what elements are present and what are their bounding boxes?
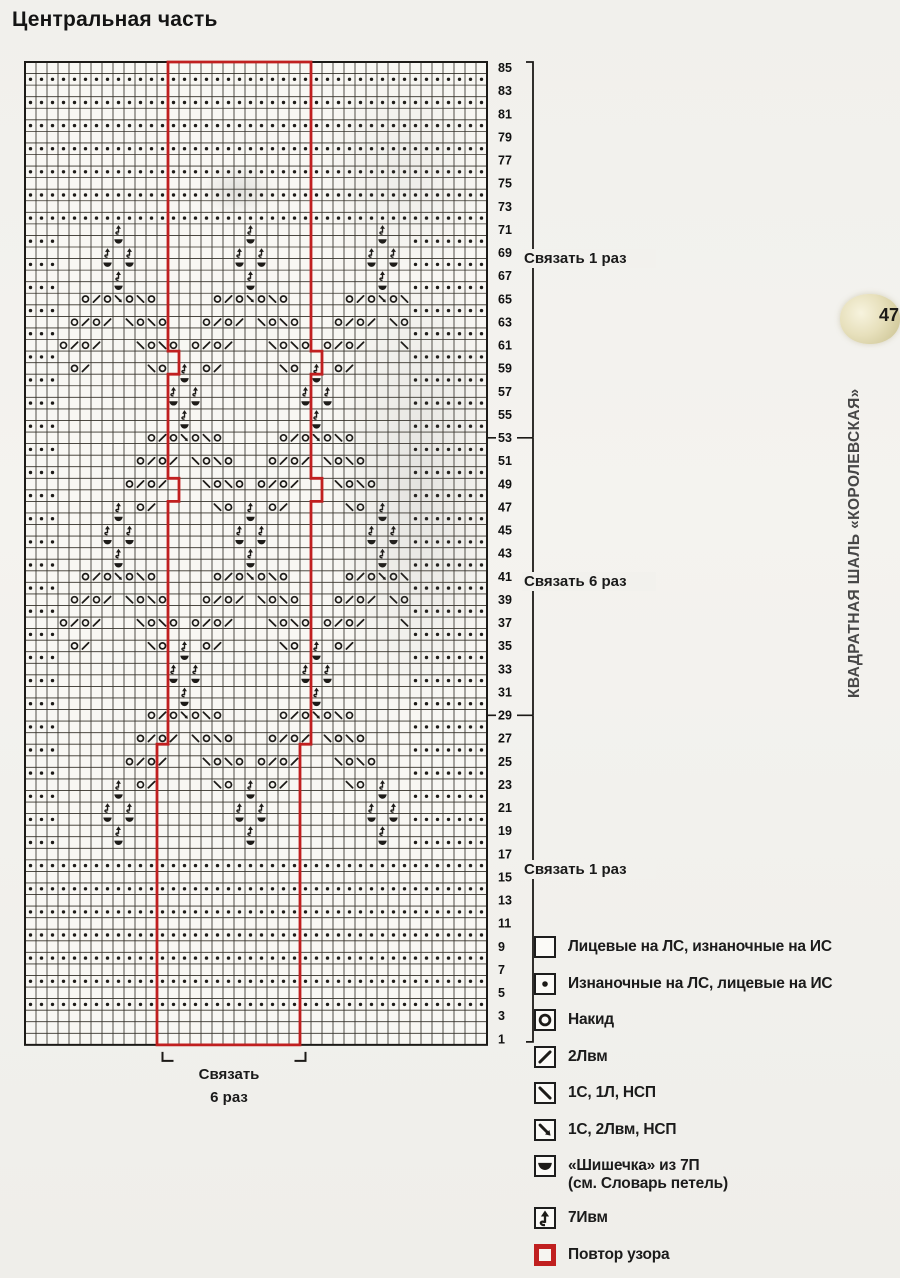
- svg-text:21: 21: [498, 801, 512, 816]
- legend-item-bobble: «Шишечка» из 7П (см. Словарь петель): [534, 1155, 884, 1193]
- svg-text:69: 69: [498, 246, 512, 261]
- svg-text:59: 59: [498, 361, 512, 376]
- svg-text:39: 39: [498, 593, 512, 607]
- svg-text:15: 15: [498, 870, 512, 885]
- page-number: 47: [878, 305, 899, 325]
- svg-text:35: 35: [498, 639, 512, 654]
- svg-text:41: 41: [498, 569, 512, 584]
- svg-text:65: 65: [498, 292, 512, 307]
- legend: [534, 936, 884, 1278]
- page-title: Центральная часть: [12, 8, 218, 31]
- svg-text:83: 83: [498, 84, 512, 99]
- svg-text:67: 67: [498, 269, 512, 284]
- bottom-repeat-label-line1: Связать: [198, 1066, 260, 1083]
- svg-text:81: 81: [498, 107, 512, 122]
- svg-text:49: 49: [498, 477, 512, 492]
- svg-text:73: 73: [498, 199, 512, 214]
- svg-text:55: 55: [498, 408, 512, 422]
- yarn-ball-photo-badge: [840, 294, 900, 344]
- bracket-label-bottom: Связать 1 раз: [522, 860, 656, 879]
- legend-item-knit: Лицевые на ЛС, изнаночные на ИС: [534, 936, 884, 958]
- knit-empty-square-icon: [534, 936, 556, 958]
- svg-text:23: 23: [498, 778, 512, 792]
- bottom-repeat-label: [165, 1063, 293, 1110]
- svg-text:31: 31: [498, 685, 512, 700]
- svg-text:51: 51: [498, 454, 512, 469]
- svg-text:37: 37: [498, 616, 512, 631]
- k2tog-slash-icon: [534, 1046, 556, 1068]
- purl-dot-icon: [534, 973, 556, 995]
- svg-text:47: 47: [498, 500, 512, 515]
- double-decrease-arrow-icon: [534, 1119, 556, 1141]
- svg-text:63: 63: [498, 315, 512, 330]
- svg-text:61: 61: [498, 338, 512, 353]
- legend-item-p7tog: 7Ивм: [534, 1207, 884, 1229]
- svg-text:27: 27: [498, 731, 512, 746]
- svg-text:5: 5: [498, 986, 505, 1001]
- legend-item-repeat: Повтор узора: [534, 1244, 884, 1266]
- svg-text:85: 85: [498, 61, 512, 76]
- bobble-icon: [534, 1155, 556, 1177]
- svg-text:77: 77: [498, 153, 512, 168]
- svg-text:9: 9: [498, 939, 505, 954]
- yarnover-icon: [534, 1009, 556, 1031]
- svg-text:29: 29: [498, 708, 512, 723]
- svg-text:1: 1: [498, 1032, 505, 1047]
- legend-item-k2tog: 2Лвм: [534, 1046, 884, 1068]
- svg-text:79: 79: [498, 130, 512, 145]
- svg-text:19: 19: [498, 824, 512, 839]
- legend-item-yarnover: Накид: [534, 1009, 884, 1031]
- svg-text:45: 45: [498, 523, 512, 538]
- bracket-label-top: Связать 1 раз: [522, 249, 656, 268]
- svg-text:53: 53: [498, 431, 512, 446]
- svg-text:7: 7: [498, 963, 505, 977]
- knitting-chart: [20, 55, 560, 1069]
- p7tog-sprout-arrow-icon: [534, 1207, 556, 1229]
- svg-text:17: 17: [498, 847, 512, 862]
- legend-item-double-dec: 1С, 2Лвм, НСП: [534, 1119, 884, 1141]
- svg-text:3: 3: [498, 1009, 505, 1024]
- svg-text:43: 43: [498, 546, 512, 561]
- svg-text:13: 13: [498, 893, 512, 908]
- repeat-red-square-icon: [534, 1244, 556, 1266]
- svg-text:25: 25: [498, 754, 512, 769]
- legend-item-purl: Изнаночные на ЛС, лицевые на ИС: [534, 973, 884, 995]
- svg-text:71: 71: [498, 223, 512, 237]
- sidebar-vertical-title: КВАДРАТНАЯ ШАЛЬ «КОРОЛЕВСКАЯ»: [846, 388, 863, 698]
- svg-text:75: 75: [498, 176, 512, 191]
- svg-text:33: 33: [498, 662, 512, 677]
- ssk-backslash-icon: [534, 1082, 556, 1104]
- bracket-label-middle: Связать 6 раз: [522, 572, 656, 591]
- legend-item-ssk: 1С, 1Л, НСП: [534, 1082, 884, 1104]
- bottom-repeat-label-line2: 6 раз: [210, 1089, 248, 1107]
- svg-text:57: 57: [498, 384, 512, 399]
- svg-text:11: 11: [498, 916, 512, 931]
